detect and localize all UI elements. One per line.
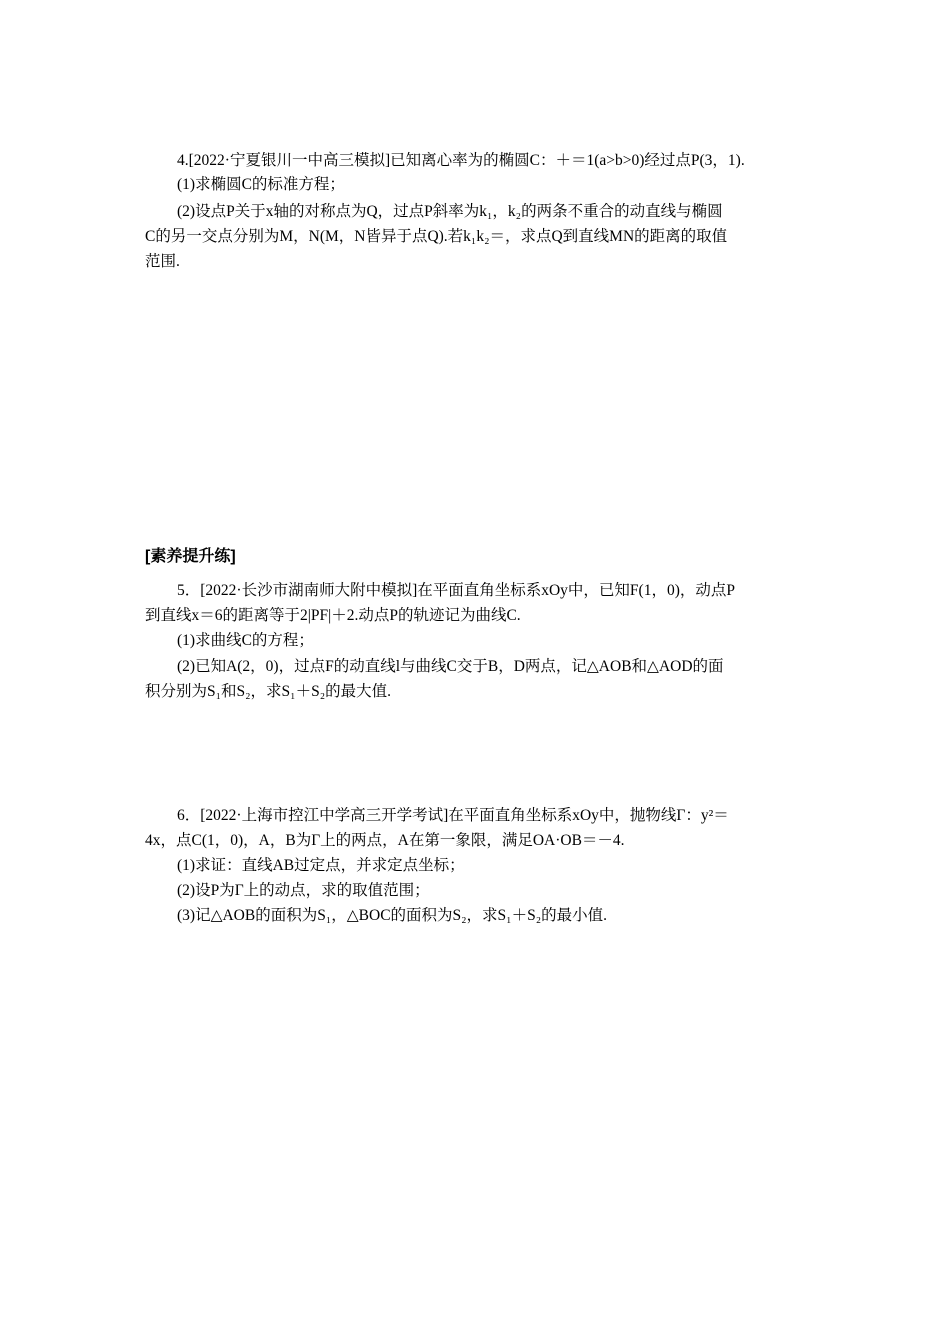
problem-4-part-2-line-3: 范围. bbox=[145, 253, 180, 270]
problem-6-part-1: (1)求证：直线AB过定点，并求定点坐标； bbox=[177, 857, 465, 874]
problem-4-part-2-line-1: (2)设点P关于x轴的对称点为Q，过点P斜率为k₁，k₂的两条不重合的动直线与椭圆 bbox=[177, 203, 723, 220]
problem-4-part-2-line-2: C的另一交点分别为M，N(M，N皆异于点Q).若k₁k₂＝，求点Q到直线MN的距离的取值 bbox=[145, 228, 728, 245]
problem-5-part-1: (1)求曲线C的方程； bbox=[177, 632, 314, 649]
problem-5-statement-line-2: 到直线x＝6的距离等于2|PF|＋2.动点P的轨迹记为曲线C. bbox=[145, 607, 521, 624]
problem-6-statement-line-2: 4x，点C(1，0)，A，B为Γ上的两点，A在第一象限，满足OA·OB＝－4. bbox=[145, 832, 625, 849]
problem-6-part-2: (2)设P为Γ上的动点，求的取值范围； bbox=[177, 882, 430, 899]
problem-4-statement: 4.[2022·宁夏银川一中高三模拟]已知离心率为的椭圆C：＋＝1(a>b>0)经过点P(3，1). bbox=[177, 152, 745, 169]
problem-5-part-2-line-1: (2)已知A(2，0)，过点F的动直线l与曲线C交于B，D两点，记△AOB和△AOD的面 bbox=[177, 658, 724, 675]
problem-6-statement-line-1: 6．[2022·上海市控江中学高三开学考试]在平面直角坐标系xOy中，抛物线Γ：y²＝ bbox=[177, 807, 729, 824]
problem-4-part-1: (1)求椭圆C的标准方程； bbox=[177, 176, 345, 193]
problem-5-part-2-line-2: 积分别为S₁和S₂，求S₁＋S₂的最大值. bbox=[145, 683, 391, 700]
problem-5-statement-line-1: 5．[2022·长沙市湖南师大附中模拟]在平面直角坐标系xOy中，已知F(1，0)，动点P bbox=[177, 582, 735, 599]
problem-6-part-3: (3)记△AOB的面积为S₁，△BOC的面积为S₂，求S₁＋S₂的最小值. bbox=[177, 907, 607, 924]
section-heading: [素养提升练] bbox=[145, 548, 236, 565]
